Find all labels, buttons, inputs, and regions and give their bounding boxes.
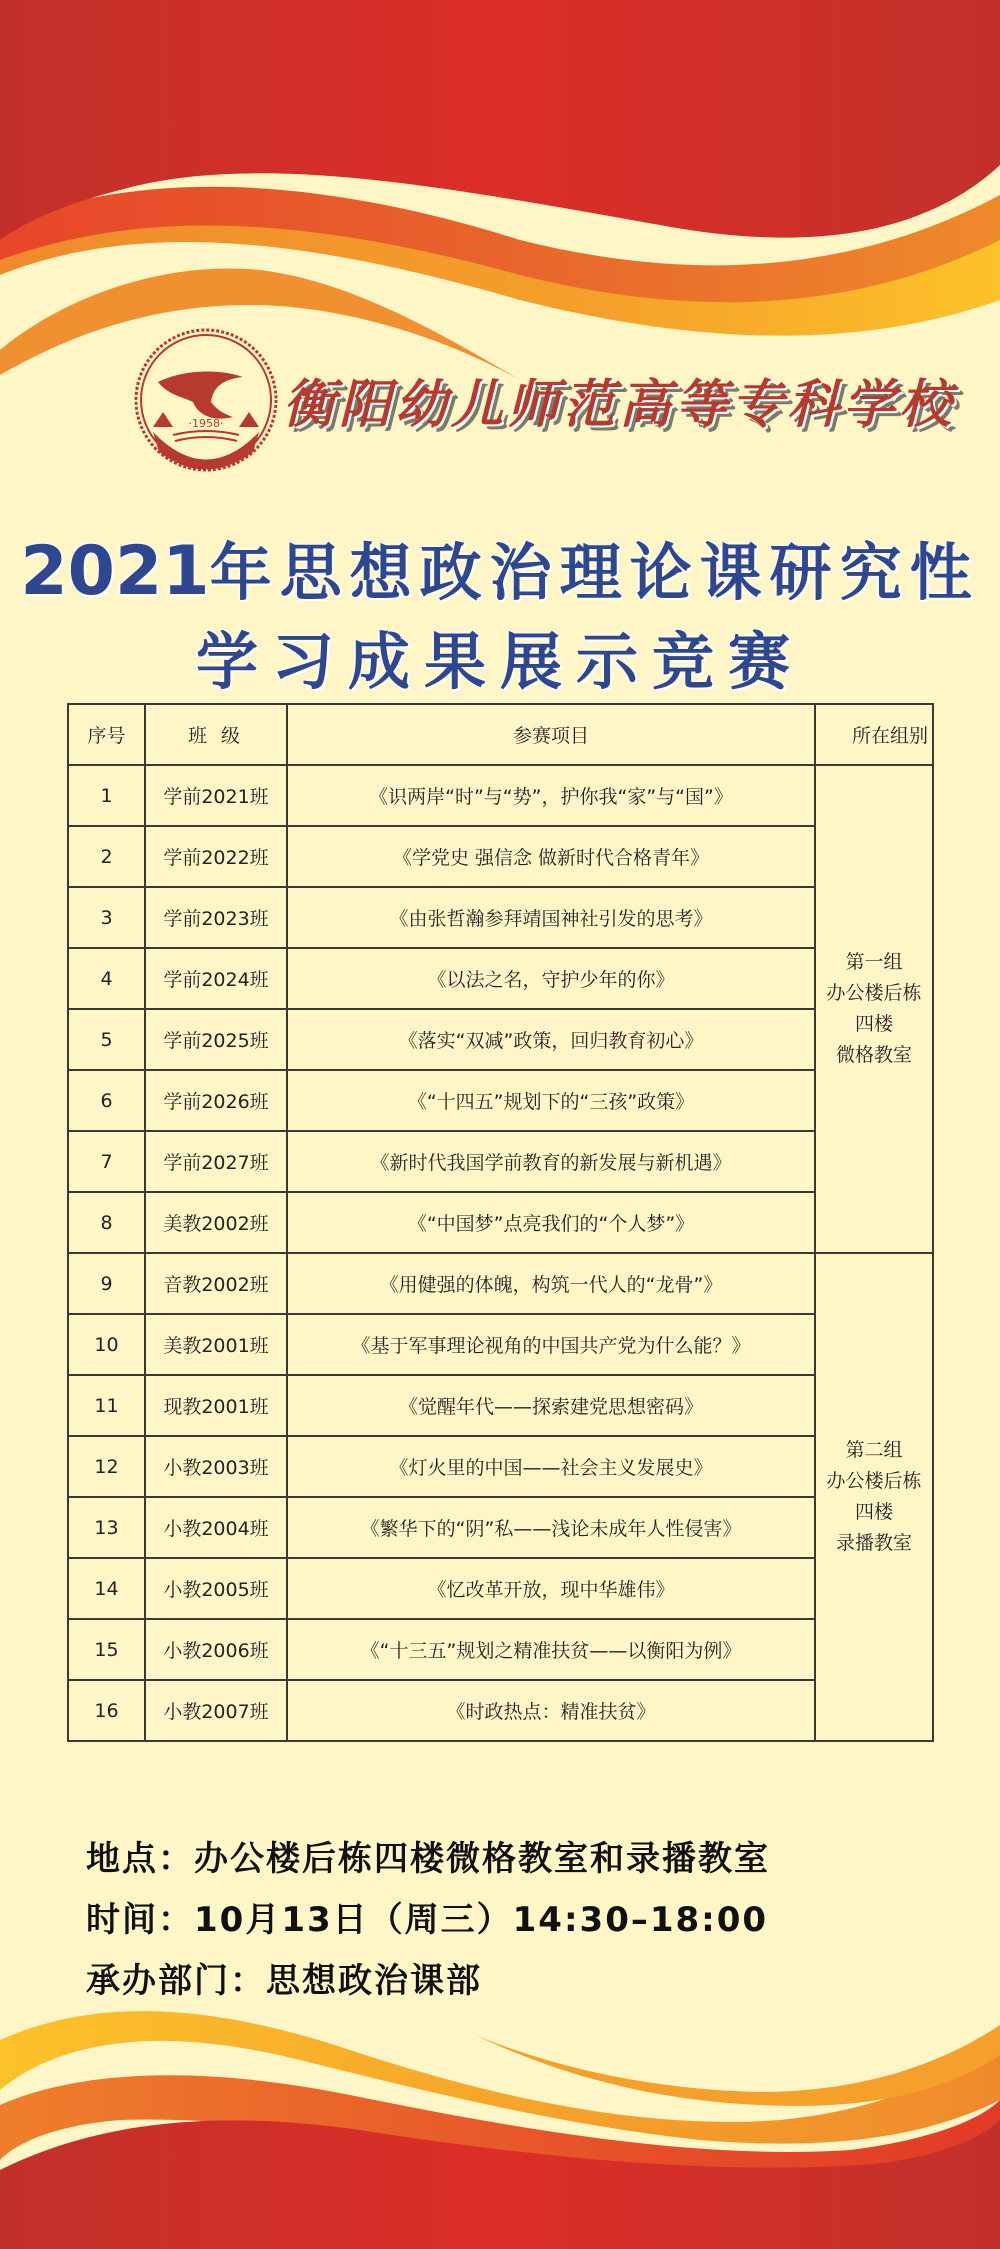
cell-class: 小教2004班	[145, 1497, 287, 1558]
table-row	[68, 1436, 933, 1497]
cell-no: 12	[68, 1436, 145, 1497]
cell-class: 学前2023班	[145, 887, 287, 948]
cell-no: 5	[68, 1009, 145, 1070]
table-header-row	[68, 704, 933, 765]
cell-project: 《以法之名，守护少年的你》	[287, 948, 815, 1009]
group-room: 录播教室	[835, 1532, 912, 1554]
event-organizer: 承办部门：思想政治课部	[86, 1961, 482, 2001]
table-row	[68, 1253, 933, 1314]
header-no: 序号	[68, 704, 145, 765]
table-row	[68, 1680, 933, 1741]
cell-no: 13	[68, 1497, 145, 1558]
title-year: 2021	[20, 532, 210, 611]
group-label: 第二组	[845, 1439, 903, 1461]
cell-project: 《“中国梦”点亮我们的“个人梦”》	[287, 1192, 815, 1253]
cell-project: 《由张哲瀚参拜靖国神社引发的思考》	[287, 887, 815, 948]
cell-class: 学前2026班	[145, 1070, 287, 1131]
cell-class: 小教2006班	[145, 1619, 287, 1680]
schedule-table	[67, 703, 934, 1742]
table-row	[68, 1497, 933, 1558]
group-floor: 四楼	[854, 1013, 893, 1035]
group-floor: 四楼	[854, 1501, 893, 1523]
table-row	[68, 1009, 933, 1070]
cell-no: 7	[68, 1131, 145, 1192]
cell-no: 14	[68, 1558, 145, 1619]
cell-project: 《灯火里的中国——社会主义发展史》	[287, 1436, 815, 1497]
cell-project: 《觉醒年代——探索建党思想密码》	[287, 1375, 815, 1436]
group-room: 微格教室	[835, 1044, 912, 1066]
cell-project: 《繁华下的“阴”私——浅论未成年人性侵害》	[287, 1497, 815, 1558]
cell-class: 学前2027班	[145, 1131, 287, 1192]
cell-project: 《“十四五”规划下的“三孩”政策》	[287, 1070, 815, 1131]
cell-class: 美教2001班	[145, 1314, 287, 1375]
cell-no: 3	[68, 887, 145, 948]
table-row	[68, 887, 933, 948]
cell-class: 现教2001班	[145, 1375, 287, 1436]
cell-class: 美教2002班	[145, 1192, 287, 1253]
event-location: 地点：办公楼后栋四楼微格教室和录播教室	[86, 1839, 770, 1879]
cell-project: 《“十三五”规划之精准扶贫——以衡阳为例》	[287, 1619, 815, 1680]
cell-no: 1	[68, 765, 145, 826]
cell-no: 6	[68, 1070, 145, 1131]
cell-class: 学前2025班	[145, 1009, 287, 1070]
table-row	[68, 765, 933, 826]
table-row	[68, 1558, 933, 1619]
group-cell-2	[815, 1253, 933, 1741]
table-row	[68, 1375, 933, 1436]
table-row	[68, 1131, 933, 1192]
group-building: 办公楼后栋	[826, 982, 922, 1004]
cell-project: 《基于军事理论视角的中国共产党为什么能？》	[287, 1314, 815, 1375]
cell-project: 《忆改革开放，现中华雄伟》	[287, 1558, 815, 1619]
table-row	[68, 1619, 933, 1680]
school-logo-icon	[133, 327, 279, 473]
cell-no: 4	[68, 948, 145, 1009]
cell-class: 学前2021班	[145, 765, 287, 826]
school-name: 衡阳幼儿师范高等专科学校	[283, 374, 956, 435]
cell-class: 音教2002班	[145, 1253, 287, 1314]
logo-year: ·1958·	[188, 417, 224, 430]
title-line1-text: 年思想政治理论课研究性	[209, 536, 980, 609]
cell-no: 8	[68, 1192, 145, 1253]
cell-class: 小教2003班	[145, 1436, 287, 1497]
event-time: 时间：10月13日（周三）14:30–18:00	[86, 1900, 769, 1940]
cell-no: 11	[68, 1375, 145, 1436]
table-row	[68, 1314, 933, 1375]
cell-class: 学前2022班	[145, 826, 287, 887]
cell-class: 小教2005班	[145, 1558, 287, 1619]
cell-project: 《时政热点：精准扶贫》	[287, 1680, 815, 1741]
cell-no: 9	[68, 1253, 145, 1314]
header-class: 班级	[145, 704, 287, 765]
group-building: 办公楼后栋	[826, 1470, 922, 1492]
bottom-wave-decoration	[0, 1980, 1000, 2249]
group-label: 第一组	[845, 951, 903, 973]
cell-no: 2	[68, 826, 145, 887]
cell-project: 《学党史 强信念 做新时代合格青年》	[287, 826, 815, 887]
cell-class: 学前2024班	[145, 948, 287, 1009]
cell-no: 16	[68, 1680, 145, 1741]
cell-project: 《识两岸“时”与“势”，护你我“家”与“国”》	[287, 765, 815, 826]
page-title-line2: 学习成果展示竞赛	[195, 625, 804, 698]
table-row	[68, 948, 933, 1009]
cell-no: 15	[68, 1619, 145, 1680]
cell-project: 《落实“双减”政策，回归教育初心》	[287, 1009, 815, 1070]
header-project: 参赛项目	[287, 704, 815, 765]
page-title-line1	[0, 523, 1000, 612]
cell-project: 《新时代我国学前教育的新发展与新机遇》	[287, 1131, 815, 1192]
cell-no: 10	[68, 1314, 145, 1375]
group-cell-1	[815, 765, 933, 1253]
table-row	[68, 1070, 933, 1131]
cell-class: 小教2007班	[145, 1680, 287, 1741]
header-group: 所在组别	[815, 704, 933, 765]
table-row	[68, 826, 933, 887]
table-row	[68, 1192, 933, 1253]
cell-project: 《用健强的体魄，构筑一代人的“龙骨”》	[287, 1253, 815, 1314]
